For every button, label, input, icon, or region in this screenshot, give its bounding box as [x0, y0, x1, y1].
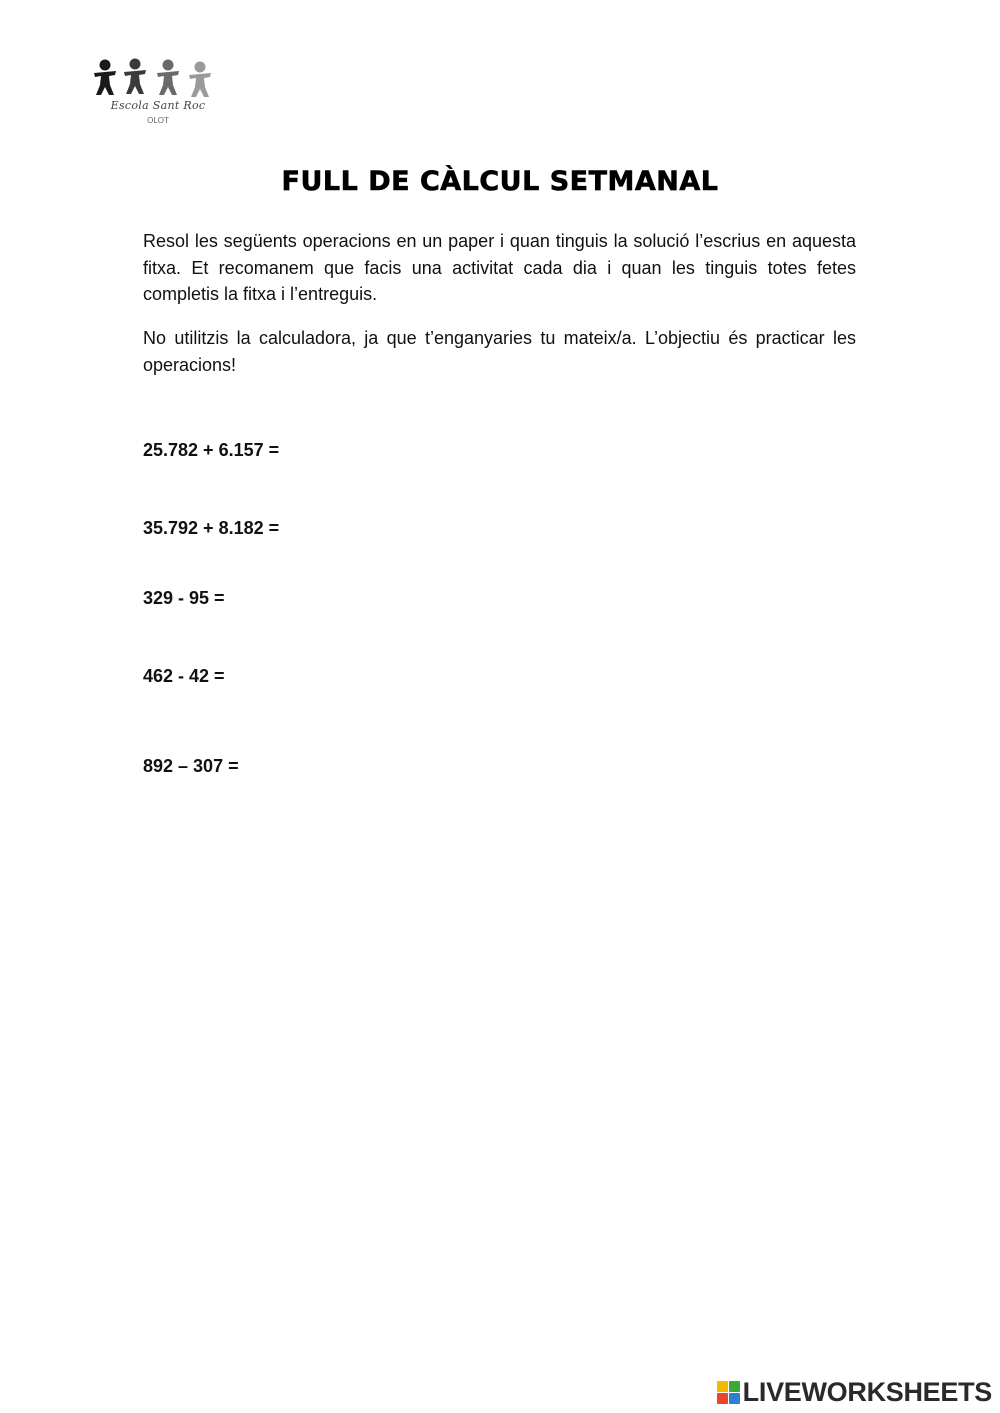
paper-people-icon	[88, 55, 228, 99]
operation-item: 329 - 95 =	[143, 588, 225, 608]
operation-item: 462 - 42 =	[143, 666, 225, 686]
school-logo	[88, 55, 228, 135]
operation-item: 35.792 + 8.182 =	[143, 518, 280, 538]
page-title: FULL DE CÀLCUL SETMANAL	[281, 166, 719, 197]
brand-name: LIVEWORKSHEETS	[742, 1376, 992, 1407]
operation-item: 892 – 307 =	[143, 756, 239, 776]
school-name: Escola Sant Roc	[110, 99, 206, 112]
school-location: OLOT	[147, 116, 169, 125]
operation-item: 25.782 + 6.157 =	[143, 440, 280, 460]
liveworksheets-brand	[717, 1377, 992, 1407]
liveworksheets-logo-icon	[717, 1381, 740, 1404]
instruction-paragraph: No utilitzis la calculadora, ja que t’enganyaries tu mateix/a. L’objectiu és practicar les operacions!	[143, 328, 856, 375]
instruction-paragraph: Resol les següents operacions en un paper i quan tinguis la solució l’escrius en aquesta fitxa. Et recomanem que facis una activitat cada dia i quan les tinguis totes fetes completis la fitxa i l’entreguis.	[143, 231, 856, 304]
